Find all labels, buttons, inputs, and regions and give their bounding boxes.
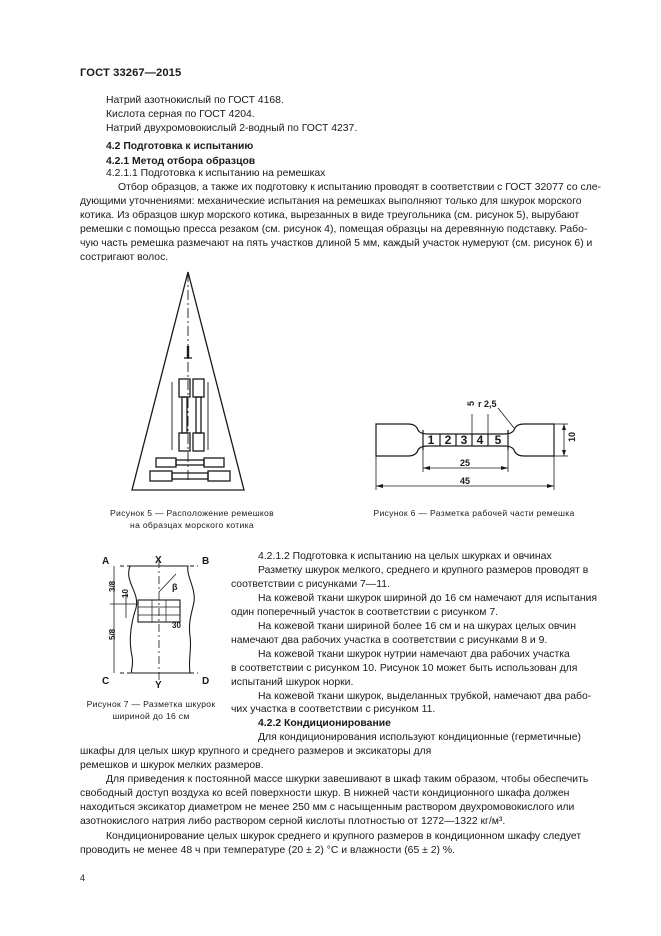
figure-6-zone-label: 3 — [460, 433, 468, 447]
paragraph-line: шкафы для целых шкур крупного и среднего размеров и эксикаторы для — [80, 746, 432, 757]
paragraph-line: чую часть ремешка размечают на пять участков длиной 5 мм, каждый участок нумеруют (см. рисунок 6) и — [80, 238, 593, 249]
paragraph-line: котика. Из образцов шкур морского котика, вырезанных в виде треугольника (см. рисунок 5), вырубают — [80, 210, 580, 221]
figure-7-caption-line: Рисунок 7 — Разметка шкурок — [86, 699, 216, 709]
figure-7-label-a: А — [102, 556, 110, 567]
figure-7-label-d: D — [202, 676, 210, 687]
paragraph-line: испытаний шкурок норки. — [231, 677, 354, 688]
paragraph-line: ремешки с помощью пресса резаком (см. рисунок 4), помещая образцы на деревянную подставку. Рабо- — [80, 224, 588, 235]
paragraph-line: ремешков и шкурок мелких размеров. — [80, 760, 264, 771]
paragraph-line: проводить не менее 48 ч при температуре (20 ± 2) °С и влажности (65 ± 2) %. — [80, 845, 455, 856]
paragraph-line: Разметку шкурок мелкого, среднего и крупного размеров проводят в — [258, 565, 589, 576]
document-header: ГОСТ 33267—2015 — [80, 67, 182, 79]
subsection-heading: 4.2.1.1 Подготовка к испытанию на ремешках — [106, 168, 326, 179]
paragraph-line: состригают волос. — [80, 252, 169, 263]
reagent-line: Натрий двухромовокислый 2-водный по ГОСТ 4237. — [106, 123, 358, 134]
paragraph-line: Кондиционирование целых шкурок среднего и крупного размеров в кондиционном шкафу следует — [106, 831, 582, 842]
figure-6-strap-drawing — [368, 392, 580, 492]
figure-7-label-beta: β — [172, 582, 178, 592]
figure-6-dim-25: 25 — [460, 458, 471, 468]
paragraph-line: Отбор образцов, а также их подготовку к испытанию проводят в соответствии с ГОСТ 32077 со сле- — [118, 182, 602, 193]
paragraph-line: Для приведения к постоянной массе шкурки завешивают в шкаф таким образом, чтобы обеспечить — [106, 774, 589, 785]
figure-6-zone-label: 1 — [427, 433, 435, 447]
figure-7-dim-5-8: 5/8 — [108, 628, 117, 640]
paragraph-line: На кожевой ткани шириной более 16 см и на шкурах целых овчин — [258, 621, 576, 632]
paragraph-line: намечают два рабочих участка в соответствии с рисунками 8 и 9. — [231, 635, 548, 646]
figure-6-dim-45: 45 — [460, 476, 471, 486]
figure-5-caption-line: Рисунок 5 — Расположение ремешков — [110, 508, 274, 518]
reagent-line: Натрий азотнокислый по ГОСТ 4168. — [106, 95, 284, 106]
figure-6-dim-5: 5 — [466, 400, 476, 406]
figure-7-caption-line: шириной до 16 см — [112, 711, 190, 721]
figure-7-label-x: X — [155, 555, 162, 566]
section-heading: 4.2 Подготовка к испытанию — [106, 141, 254, 152]
page-number: 4 — [80, 873, 86, 883]
paragraph-line: находиться эксикатор диаметром не менее 250 мм с насыщенным раствором двухромовокислого или — [80, 802, 575, 813]
figure-7-pelt-drawing — [98, 552, 218, 692]
paragraph-line: дующими уточнениями: механические испытания на ремешках выполняют только для шкурок морского — [80, 196, 582, 207]
paragraph-line: На кожевой ткани шкурок, выделанных трубкой, намечают два рабо- — [258, 691, 592, 702]
reagent-line: Кислота серная по ГОСТ 4204. — [106, 109, 255, 120]
figure-6-caption: Рисунок 6 — Разметка рабочей части ремешка — [373, 508, 575, 518]
figure-5-caption-line: на образцах морского котика — [130, 520, 254, 530]
figure-6-zone-label: 2 — [444, 433, 452, 447]
section-heading: 4.2.2 Кондиционирование — [258, 718, 391, 729]
figure-5-caption — [92, 507, 292, 531]
figure-7-caption — [76, 698, 226, 722]
figure-5-triangle-drawing — [120, 268, 260, 500]
paragraph-line: соответствии с рисунками 7—11. — [231, 579, 390, 590]
figure-7-dim-3-8: 3/8 — [108, 580, 117, 592]
paragraph-line: Для кондиционирования используют кондиционные (герметичные) — [258, 732, 582, 743]
figure-7-label-b: В — [202, 556, 210, 567]
paragraph-line: На кожевой ткани шкурок нутрии намечают два рабочих участка — [258, 649, 570, 660]
paragraph-line: азотнокислого натрия либо раствором серной кислоты плотностью от 1272—1322 кг/м³. — [80, 816, 506, 827]
paragraph-line: в соответствии с рисунком 10. Рисунок 10 может быть использован для — [231, 663, 578, 674]
figure-6-zone-label: 4 — [476, 433, 484, 447]
paragraph-line: На кожевой ткани шкурок шириной до 16 см намечают для испытания — [258, 593, 598, 604]
section-heading: 4.2.1 Метод отбора образцов — [106, 156, 256, 167]
figure-7-dim-10: 10 — [121, 589, 130, 598]
paragraph-line: чих участка в соответствии с рисунком 11. — [231, 704, 436, 715]
figure-6-dim-10: 10 — [567, 431, 577, 442]
paragraph-line: один поперечный участок в соответствии с рисунком 7. — [231, 607, 498, 618]
figure-7-dim-30: 30 — [172, 621, 181, 630]
figure-7-label-c: С — [102, 676, 110, 687]
figure-6-dim-radius: r 2,5 — [478, 399, 497, 409]
subsection-heading: 4.2.1.2 Подготовка к испытанию на целых шкурках и овчинах — [258, 551, 552, 562]
paragraph-line: свободный доступ воздуха ко всей поверхности шкур. В нижней части кондиционного шкафа должен — [80, 788, 570, 799]
figure-6-zone-label: 5 — [494, 433, 502, 447]
figure-7-label-y: Y — [155, 680, 162, 691]
